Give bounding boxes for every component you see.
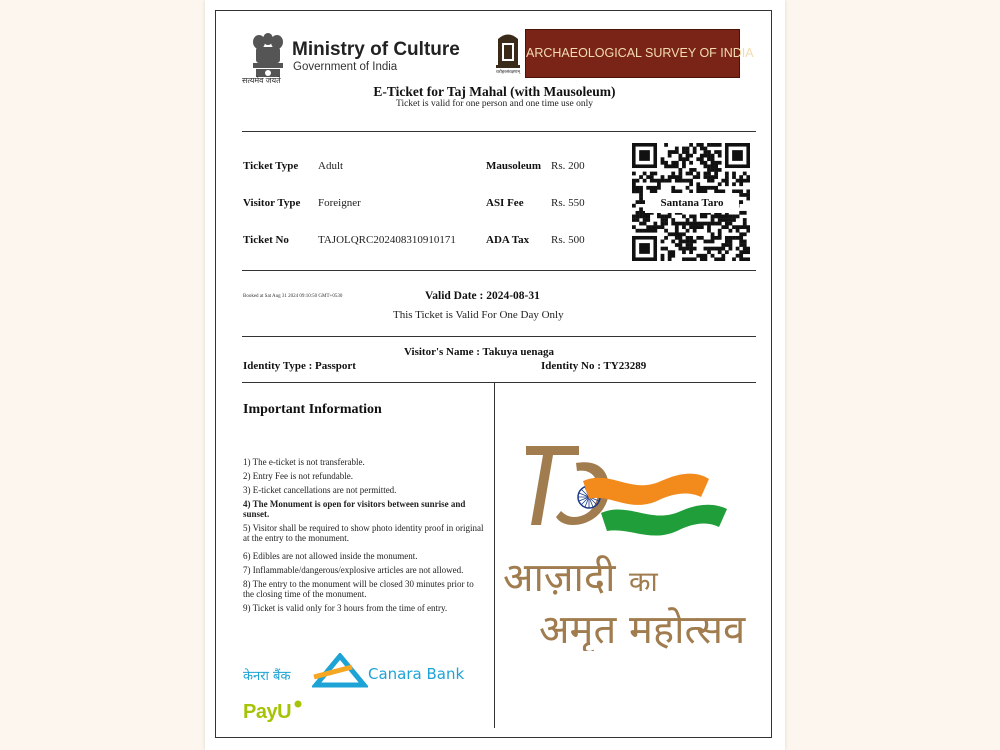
payu-logo — [243, 699, 303, 727]
asi-fee-label: ASI Fee — [486, 197, 524, 209]
ministry-subtitle: Government of India — [293, 61, 398, 73]
mausoleum-value: Rs. 200 — [551, 160, 585, 172]
payu-label: PayU — [243, 701, 292, 723]
booked-at: Booked at Sat Aug 31 2024 09:10:50 GMT+0530 — [243, 294, 343, 299]
azadi-text: आज़ादी — [503, 555, 616, 601]
rule-item: 5) Visitor shall be required to show photo identity proof in original at the entry to the monument. — [243, 523, 484, 543]
rule-item: 7) Inflammable/dangerous/explosive articles are not allowed. — [243, 565, 464, 575]
visitor-type-label: Visitor Type — [243, 197, 301, 209]
asi-banner: ARCHAEOLOGICAL SURVEY OF INDIA — [525, 29, 740, 78]
rules-list — [243, 457, 487, 613]
ada-tax-value: Rs. 500 — [551, 234, 585, 246]
valid-date: Valid Date : 2024-08-31 — [425, 290, 540, 302]
divider — [242, 382, 756, 383]
payu-dot-icon — [293, 699, 303, 709]
rule-item: 1) The e-ticket is not transferable. — [243, 457, 365, 467]
divider — [242, 336, 756, 337]
qr-code — [632, 143, 750, 261]
rule-item: 9) Ticket is valid only for 3 hours from the time of entry. — [243, 603, 448, 613]
important-info-heading: Important Information — [243, 402, 382, 417]
divider — [242, 131, 756, 132]
valid-note: This Ticket is Valid For One Day Only — [393, 309, 564, 321]
canara-bank-logo-icon — [312, 653, 368, 689]
ticket-type-label: Ticket Type — [243, 160, 299, 172]
divider — [242, 270, 756, 271]
asi-fee-value: Rs. 550 — [551, 197, 585, 209]
rule-item: 6) Edibles are not allowed inside the monument. — [243, 551, 418, 561]
rule-item: 4) The Monument is open for visitors between sunrise and sunset. — [243, 499, 466, 519]
ticket-title: E-Ticket for Taj Mahal (with Mausoleum) — [373, 84, 616, 99]
canara-bank-name: Canara Bank — [368, 665, 465, 683]
qr-overlay-name: Santana Taro — [645, 193, 739, 213]
canara-bank-hindi: केनरा बैंक — [243, 669, 291, 684]
identity-type: Identity Type : Passport — [243, 360, 356, 372]
ka-text: का — [629, 565, 658, 598]
ticket-type-value: Adult — [318, 160, 344, 172]
emblem-motto: सत्यमेव जयते — [242, 76, 281, 85]
ada-tax-label: ADA Tax — [486, 234, 530, 246]
rule-item: 3) E-ticket cancellations are not permitted. — [243, 485, 397, 495]
column-divider — [494, 383, 495, 728]
azadi-ka-amrit-mahotsav-logo — [501, 441, 773, 651]
rule-item: 8) The entry to the monument will be closed 30 minutes prior to the closing time of the monument. — [243, 579, 474, 599]
azadi-75-logo-icon — [501, 441, 773, 651]
rule-item: 2) Entry Fee is not refundable. — [243, 471, 353, 481]
asi-logo-caption: धरोहरसंरक्षणम् — [495, 69, 521, 74]
visitor-name: Visitor's Name : Takuya uenaga — [404, 346, 554, 358]
ticket-no-value: TAJOLQRC202408310910171 — [318, 234, 456, 246]
visitor-type-value: Foreigner — [318, 197, 361, 209]
ticket-subtitle: Ticket is valid for one person and one time use only — [395, 99, 593, 109]
e-ticket — [215, 10, 772, 738]
ministry-title: Ministry of Culture — [292, 39, 460, 60]
amrit-mahotsav-text: अमृत महोत्सव — [539, 607, 746, 651]
identity-number: Identity No : TY23289 — [541, 360, 647, 372]
mausoleum-label: Mausoleum — [486, 160, 541, 172]
ticket-no-label: Ticket No — [243, 234, 289, 246]
